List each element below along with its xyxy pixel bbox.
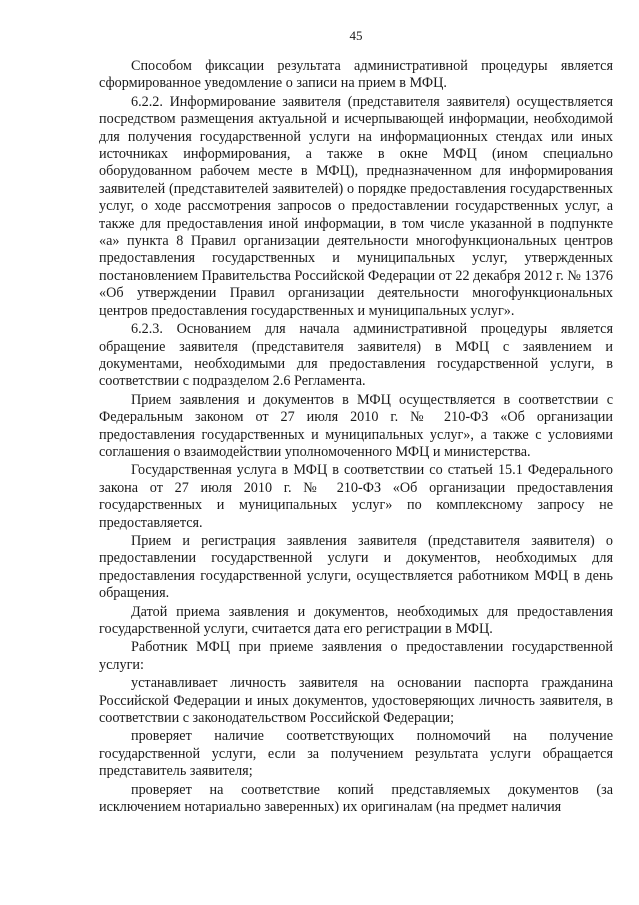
paragraph-complex-request: Государственная услуга в МФЦ в соответствии со статьей 15.1 Федерального закона от 27 июля 2010 г. № 210-ФЗ «Об организации предоставления государственных и муниципальных услуг» по комплексному запросу не предоставляется. (99, 462, 613, 531)
paragraph-6-2-3: 6.2.3. Основанием для начала административной процедуры является обращение заявителя (представителя заявителя) в МФЦ с заявлением и документами, необходимыми для предоставления государственной услуги, в соответствии с подразделом 2.6 Регламента. (99, 321, 613, 390)
paragraph-registration: Прием и регистрация заявления заявителя (представителя заявителя) о предоставлении государственной услуги и документов, необходимых для предоставления государственной услуги, осуществляется работником МФЦ в день обращения. (99, 532, 613, 602)
paragraph-fixation-method: Способом фиксации результата административной процедуры является сформированное уведомление о записи на прием в МФЦ. (99, 58, 613, 92)
page-number: 45 (349, 28, 363, 43)
paragraph-identity-check: устанавливает личность заявителя на основании паспорта гражданина Российской Федерации и иных документов, удостоверяющих личность заявителя, в соответствии с законодательством Российской Федерации; (99, 675, 613, 727)
paragraph-copies-check: проверяет на соответствие копий представляемых документов (за исключением нотариально заверенных) их оригиналам (на предмет наличия (99, 781, 613, 816)
document-body (99, 58, 613, 816)
paragraph-worker-duties: Работник МФЦ при приеме заявления о предоставлении государственной услуги: (99, 639, 613, 673)
paragraph-reception-mfc: Прием заявления и документов в МФЦ осуществляется в соответствии с Федеральным законом от 27 июля 2010 г. № 210-ФЗ «Об организации предоставления государственных и муниципальных услуг», а также с условиями соглашения о взаимодействии уполномоченного МФЦ и министерства. (99, 391, 613, 460)
paragraph-reception-date: Датой приема заявления и документов, необходимых для предоставления государственной услуги, считается дата его регистрации в МФЦ. (99, 603, 613, 637)
paragraph-authority-check: проверяет наличие соответствующих полномочий на получение государственной услуги, если за получением результата услуги обращается представитель заявителя; (99, 728, 613, 780)
paragraph-6-2-2: 6.2.2. Информирование заявителя (представителя заявителя) осуществляется посредством размещения актуальной и исчерпывающей информации, необходимой для получения государственной услуги на информационных стендах или иных источниках информирования, а также в окне МФЦ (ином специально оборудованном рабочем месте в МФЦ), предназначенном для информирования заявителей (представителей заявителей) о порядке предоставления государственных услуг, о ходе рассмотрения запросов о предоставлении государственных услуг, а также для предоставления иной информации, в том числе указанной в подпункте «а» пункта 8 Правил организации деятельности многофункциональных центров предоставления государственных и муниципальных услуг, утвержденных постановлением Правительства Российской Федерации от 22 декабря 2012 г. № 1376 «Об утверждении Правил организации деятельности многофункциональных центров предоставления государственных и муниципальных услуг». (99, 93, 613, 319)
